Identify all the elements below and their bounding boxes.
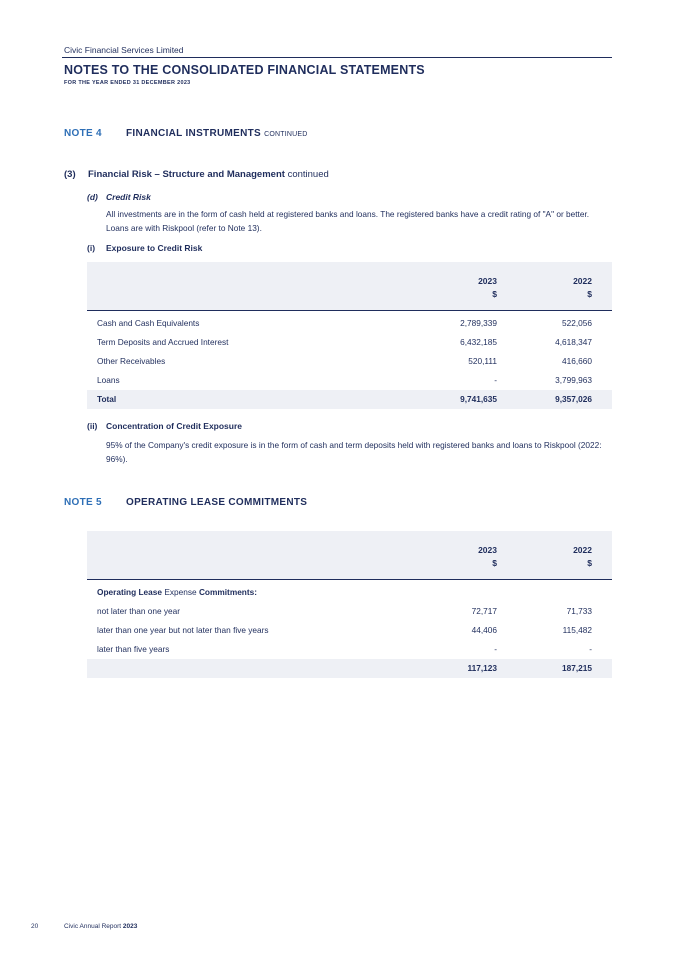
credit-risk-heading <box>87 192 151 202</box>
value-2023: - <box>494 644 497 654</box>
table-row <box>87 352 612 371</box>
value-2022: 416,660 <box>562 356 592 366</box>
note-4-continued: CONTINUED <box>264 131 308 138</box>
company-name: Civic Financial Services Limited <box>64 45 184 55</box>
concentration-title: Concentration of Credit Exposure <box>106 421 243 431</box>
subheading-part-2: Expense <box>164 587 197 597</box>
table-header <box>87 531 612 580</box>
credit-exposure-table <box>87 262 612 409</box>
column-unit: $ <box>587 558 592 568</box>
row-label: Term Deposits and Accrued Interest <box>97 337 229 347</box>
row-label: Cash and Cash Equivalents <box>97 318 200 328</box>
value-2022: 3,799,963 <box>555 375 592 385</box>
total-row <box>87 659 612 678</box>
column-year: 2023 <box>478 545 497 555</box>
subheading-part-3: Commitments: <box>198 587 258 597</box>
value-2022: 4,618,347 <box>555 337 592 347</box>
footer-report-year: 2023 <box>122 923 138 930</box>
note-4-number: NOTE 4 <box>64 128 102 139</box>
credit-risk-text: All investments are in the form of cash held at registered banks and loans. The registered banks have a credit rating of "A" or better. Loans are with Riskpool (refer to Note 13). <box>106 209 590 233</box>
table-row <box>87 371 612 390</box>
column-unit: $ <box>492 289 497 299</box>
table-row <box>87 314 612 333</box>
total-2022: 9,357,026 <box>555 394 592 404</box>
page-subtitle: FOR THE YEAR ENDED 31 DECEMBER 2023 <box>64 80 191 86</box>
column-unit: $ <box>587 289 592 299</box>
concentration-text: 95% of the Company's credit exposure is in the form of cash and term deposits held with registered banks and loans to Riskpool (2022: 96%). <box>106 440 602 464</box>
note-4-heading <box>64 128 308 139</box>
column-header-2023 <box>437 275 497 301</box>
section-3-title: Financial Risk – Structure and Management <box>88 169 285 180</box>
footer-report-name: Civic Annual Report <box>64 923 122 930</box>
value-2022: 115,482 <box>562 625 592 635</box>
value-2023: 44,406 <box>471 625 497 635</box>
subheading-part-1: Operating Lease <box>97 587 163 597</box>
table-row <box>87 333 612 352</box>
column-header-2023 <box>437 544 497 570</box>
note-5-heading <box>64 497 307 508</box>
column-header-2022 <box>532 275 592 301</box>
value-2023: 520,111 <box>468 356 497 366</box>
exposure-title: Exposure to Credit Risk <box>106 243 203 253</box>
table-row <box>87 602 612 621</box>
footer-report <box>64 923 137 930</box>
row-label: Loans <box>97 375 120 385</box>
value-2023: 6,432,185 <box>460 337 497 347</box>
page-title: NOTES TO THE CONSOLIDATED FINANCIAL STATEMENTS <box>64 63 425 77</box>
column-year: 2023 <box>478 276 497 286</box>
exposure-label: (i) <box>87 243 96 253</box>
total-2023: 117,123 <box>467 663 497 673</box>
table-row <box>87 640 612 659</box>
page-number: 20 <box>31 923 39 930</box>
value-2023: - <box>494 375 497 385</box>
section-3-continued: continued <box>287 169 329 180</box>
column-year: 2022 <box>573 276 592 286</box>
total-2023: 9,741,635 <box>460 394 497 404</box>
note-4-title: FINANCIAL INSTRUMENTS <box>126 128 262 139</box>
total-row <box>87 390 612 409</box>
table-subheading-row <box>87 583 612 602</box>
section-3-heading <box>64 169 329 180</box>
value-2022: 71,733 <box>566 606 592 616</box>
table-header <box>87 262 612 311</box>
header-divider <box>62 57 612 58</box>
value-2023: 2,789,339 <box>460 318 497 328</box>
column-year: 2022 <box>573 545 592 555</box>
table-row <box>87 621 612 640</box>
row-label: later than five years <box>97 644 170 654</box>
value-2022: - <box>589 644 592 654</box>
row-label: later than one year but not later than five years <box>97 625 269 635</box>
row-label: not later than one year <box>97 606 181 616</box>
section-3-number: (3) <box>64 169 76 180</box>
column-header-2022 <box>532 544 592 570</box>
table-subheading <box>97 587 257 597</box>
concentration-heading <box>87 421 242 431</box>
lease-commitments-table <box>87 531 612 678</box>
concentration-label: (ii) <box>87 421 98 431</box>
value-2022: 522,056 <box>562 318 592 328</box>
total-2022: 187,215 <box>562 663 592 673</box>
row-label: Other Receivables <box>97 356 166 366</box>
exposure-heading <box>87 243 202 253</box>
value-2023: 72,717 <box>471 606 497 616</box>
credit-risk-label: (d) <box>87 192 98 202</box>
note-5-title: OPERATING LEASE COMMITMENTS <box>126 497 308 508</box>
total-label: Total <box>97 394 117 404</box>
note-5-number: NOTE 5 <box>64 497 102 508</box>
column-unit: $ <box>492 558 497 568</box>
credit-risk-title: Credit Risk <box>106 192 151 202</box>
